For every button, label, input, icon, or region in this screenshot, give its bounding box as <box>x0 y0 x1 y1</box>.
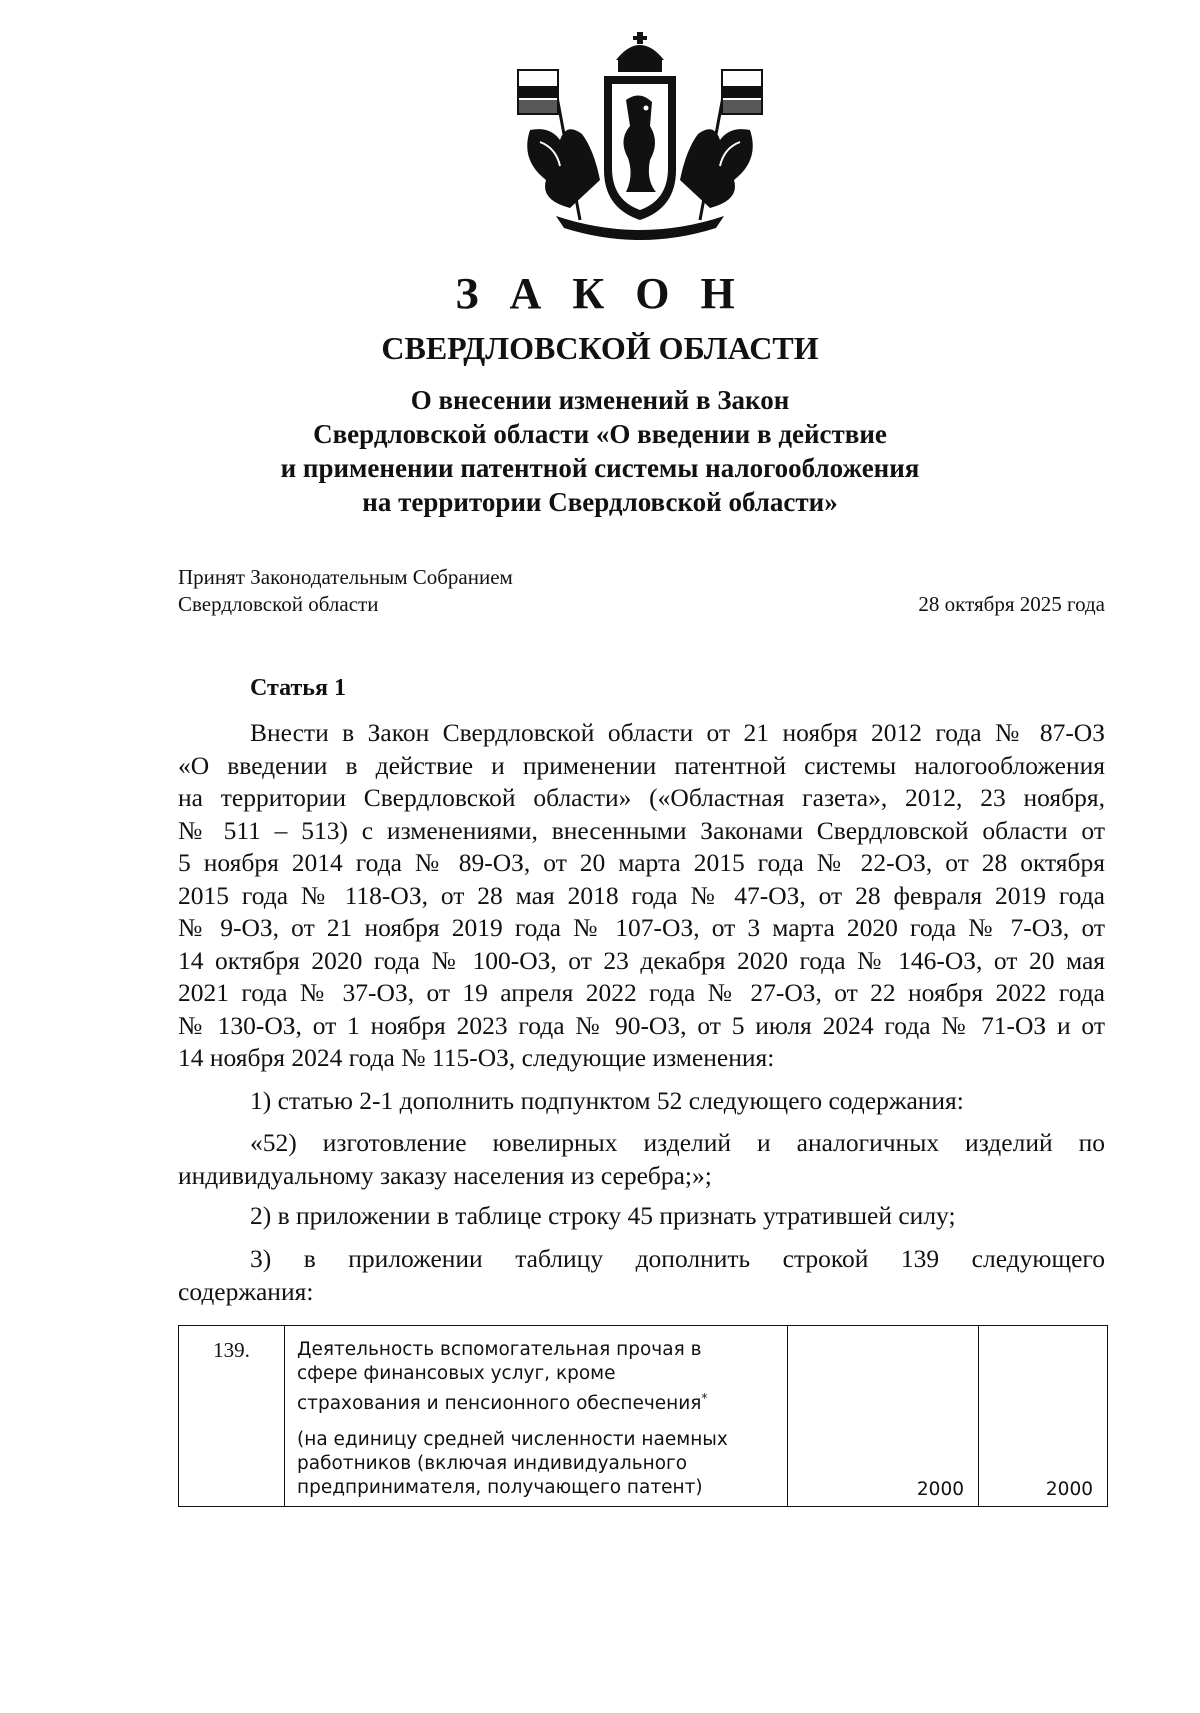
document-type-title: З А К О Н <box>455 269 745 318</box>
paragraph-line: содержания: <box>178 1276 314 1306</box>
paragraph-line: на территории Свердловской области» («Областная газета», 2012, 23 ноября, <box>178 783 1105 812</box>
subtitle-line: О внесении изменений в Закон <box>410 385 790 415</box>
paragraph-line: 2015 года № 118-ОЗ, от 28 мая 2018 года № 47-ОЗ, от 28 февраля 2019 года <box>178 880 1105 910</box>
item-1-quote <box>178 1127 1105 1192</box>
paragraph-line: Внести в Закон Свердловской области от 21 ноября 2012 года № 87-ОЗ <box>250 718 1105 747</box>
description-line: Деятельность вспомогательная прочая в <box>297 1339 702 1360</box>
paragraph-line: 14 ноября 2024 года № 115-ОЗ, следующие изменения: <box>178 1043 775 1072</box>
unit-line: (на единицу средней численности наемных <box>297 1429 728 1451</box>
paragraph-line: «О введении в действие и применении патентной системы налогообложения <box>178 750 1105 780</box>
footnote-mark: * <box>701 1391 708 1405</box>
row-description-cell <box>285 1326 788 1507</box>
paragraph-line: 2021 года № 37-ОЗ, от 19 апреля 2022 года № 27-ОЗ, от 22 ноября 2022 года <box>178 978 1105 1007</box>
description-line: страхования и пенсионного обеспечения <box>297 1393 702 1415</box>
paragraph-line: «52) изготовление ювелирных изделий и аналогичных изделий по <box>250 1128 1105 1157</box>
subtitle-line: Свердловской области «О введении в действие <box>313 419 887 449</box>
paragraph-line: 14 октября 2020 года № 100-ОЗ, от 23 декабря 2020 года № 146-ОЗ, от 20 мая <box>178 945 1105 975</box>
description-line: сфере финансовых услуг, кроме <box>297 1363 616 1384</box>
table-row-139 <box>178 1325 1108 1507</box>
law-subtitle <box>0 383 1200 519</box>
paragraph-line: 2) в приложении в таблице строку 45 признать утратившей силу; <box>250 1201 956 1230</box>
paragraph-line: 5 ноября 2014 года № 89-ОЗ, от 20 марта 2015 года № 22-ОЗ, от 28 октября <box>178 848 1105 877</box>
region-title: СВЕРДЛОВСКОЙ ОБЛАСТИ <box>381 330 819 366</box>
adoption-date: 28 октября 2025 года <box>918 592 1105 616</box>
item-3 <box>178 1243 1105 1308</box>
adoption-note <box>178 564 513 618</box>
item-1 <box>178 1085 1105 1118</box>
row-number-cell: 139. <box>179 1326 285 1507</box>
article-heading: Статья 1 <box>250 675 346 701</box>
subtitle-line: и применении патентной системы налогообложения <box>280 453 920 483</box>
item-2 <box>178 1200 1105 1233</box>
subtitle-line: на территории Свердловской области» <box>362 487 838 517</box>
adoption-line: Принят Законодательным Собранием <box>178 565 513 589</box>
unit-line: предпринимателя, получающего патент) <box>297 1477 703 1499</box>
paragraph-line: № 511 – 513) с изменениями, внесенными Законами Свердловской области от <box>178 815 1105 845</box>
paragraph-line: № 130-ОЗ, от 1 ноября 2023 года № 90-ОЗ, от 5 июля 2024 года № 71-ОЗ и от <box>178 1010 1105 1040</box>
table-row <box>179 1326 1108 1507</box>
article-intro-paragraph <box>178 717 1105 1075</box>
paragraph-line: 1) статью 2-1 дополнить подпунктом 52 следующего содержания: <box>250 1086 964 1115</box>
paragraph-line: 3) в приложении таблицу дополнить строкой 139 следующего <box>250 1244 1105 1273</box>
paragraph-line: индивидуальному заказу населения из серебра;»; <box>178 1160 712 1190</box>
row-value-cell-1: 2000 <box>788 1326 979 1507</box>
adoption-line: Свердловской области <box>178 592 379 616</box>
unit-line: работников (включая индивидуального <box>297 1453 688 1475</box>
coat-of-arms-emblem <box>500 30 780 240</box>
row-value-cell-2: 2000 <box>979 1326 1108 1507</box>
paragraph-line: № 9-ОЗ, от 21 ноября 2019 года № 107-ОЗ, от 3 марта 2020 года № 7-ОЗ, от <box>178 913 1105 942</box>
